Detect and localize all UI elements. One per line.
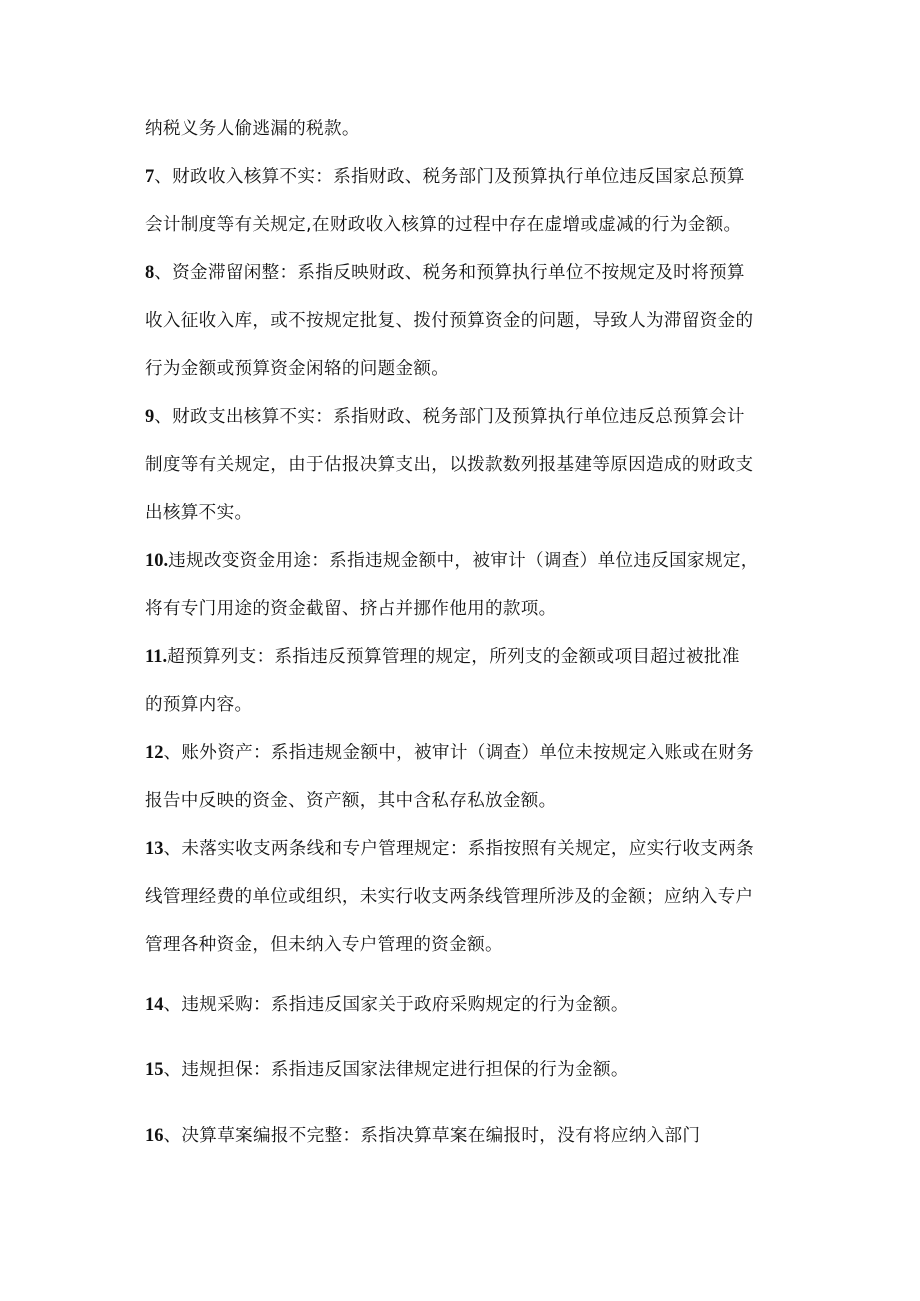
item-text: 线管理经费的单位或组织，未实行收支两条线管理所涉及的金额；应纳入专户 <box>145 887 754 907</box>
item-text: 财政收入核算不实：系指财政、税务部门及预算执行单位违反国家总预算 <box>172 167 745 187</box>
item-separator: 、 <box>154 263 173 283</box>
item-text: 管理各种资金，但未纳入专户管理的资金额。 <box>145 935 503 955</box>
item-9-line-1 <box>145 405 745 429</box>
item-text: 行为金额或预算资金闲辂的问题金额。 <box>145 359 450 379</box>
item-text: 财政支出核算不实：系指财政、税务部门及预算执行单位违反总预算会计 <box>172 407 745 427</box>
item-number: 10. <box>145 551 169 571</box>
item-number: 15 <box>145 1060 164 1080</box>
item-number: 16 <box>145 1126 164 1146</box>
item-13-line-3 <box>145 933 503 957</box>
item-9-line-3 <box>145 501 252 525</box>
item-separator: 、 <box>163 1126 182 1146</box>
item-13-line-2 <box>145 885 753 909</box>
item-text: 违规改变资金用途：系指违规金额中，被审计（调查）单位违反国家规定， <box>168 551 759 571</box>
item-separator: 、 <box>154 407 173 427</box>
item-separator: 、 <box>163 1060 182 1080</box>
item-text: 报告中反映的资金、资产额，其中含私存私放金额。 <box>145 791 557 811</box>
item-text: 账外资产：系指违规金额中，被审计（调查）单位未按规定入账或在财务 <box>181 743 755 763</box>
item-number: 7 <box>145 167 155 187</box>
continuation-line: 纳税义务人偷逃漏的税款。 <box>145 119 360 139</box>
item-text: 违规采购：系指违反国家关于政府采购规定的行为金额。 <box>181 995 629 1015</box>
item-7-line-2 <box>145 213 741 237</box>
item-8-line-3 <box>145 357 449 381</box>
item-12-line-1 <box>145 741 754 765</box>
item-text: 超预算列支：系指违反预算管理的规定，所列支的金额或项目超过被批准 <box>167 647 740 667</box>
item-16-line-1 <box>145 1124 700 1148</box>
item-text: 未落实收支两条线和专户管理规定：系指按照有关规定，应实行收支两条 <box>181 839 755 859</box>
item-text: 将有专门用途的资金截留、挤占并挪作他用的款项。 <box>145 599 557 619</box>
item-13-line-1 <box>145 837 754 861</box>
item-text: 的预算内容。 <box>145 695 253 715</box>
item-text: 制度等有关规定，由于估报决算支出，以拨款数列报基建等原因造成的财政支 <box>145 455 754 475</box>
item-10-line-2 <box>145 597 557 621</box>
item-14-line-1 <box>145 993 629 1017</box>
item-15-line-1 <box>145 1058 629 1082</box>
item-number: 9 <box>145 407 155 427</box>
item-number: 8 <box>145 263 155 283</box>
item-number: 11. <box>145 647 168 667</box>
item-separator: 、 <box>163 839 182 859</box>
item-12-line-2 <box>145 789 557 813</box>
item-8-line-1 <box>145 261 745 285</box>
item-text: 资金滞留闲整：系指反映财政、税务和预算执行单位不按规定及时将预算 <box>172 263 745 283</box>
item-9-line-2 <box>145 453 753 477</box>
item-text: 出核算不实。 <box>145 503 253 523</box>
item-7-line-1 <box>145 165 745 189</box>
item-number: 14 <box>145 995 164 1015</box>
item-11-line-2 <box>145 693 252 717</box>
item-separator: 、 <box>163 995 182 1015</box>
item-11-line-1 <box>145 645 740 669</box>
item-number: 12 <box>145 743 164 763</box>
item-text: 决算草案编报不完整：系指决算草案在编报时，没有将应纳入部门 <box>181 1126 701 1146</box>
item-10-line-1 <box>145 549 759 573</box>
item-text: 收入征收入库，或不按规定批复、拨付预算资金的问题，导致人为滞留资金的 <box>145 311 754 331</box>
item-text: 会计制度等有关规定,在财政收入核算的过程中存在虚增或虚减的行为金额。 <box>145 215 742 235</box>
item-separator: 、 <box>163 743 182 763</box>
item-8-line-2 <box>145 309 753 333</box>
item-separator: 、 <box>154 167 173 187</box>
item-text: 违规担保：系指违反国家法律规定进行担保的行为金额。 <box>181 1060 629 1080</box>
item-number: 13 <box>145 839 164 859</box>
